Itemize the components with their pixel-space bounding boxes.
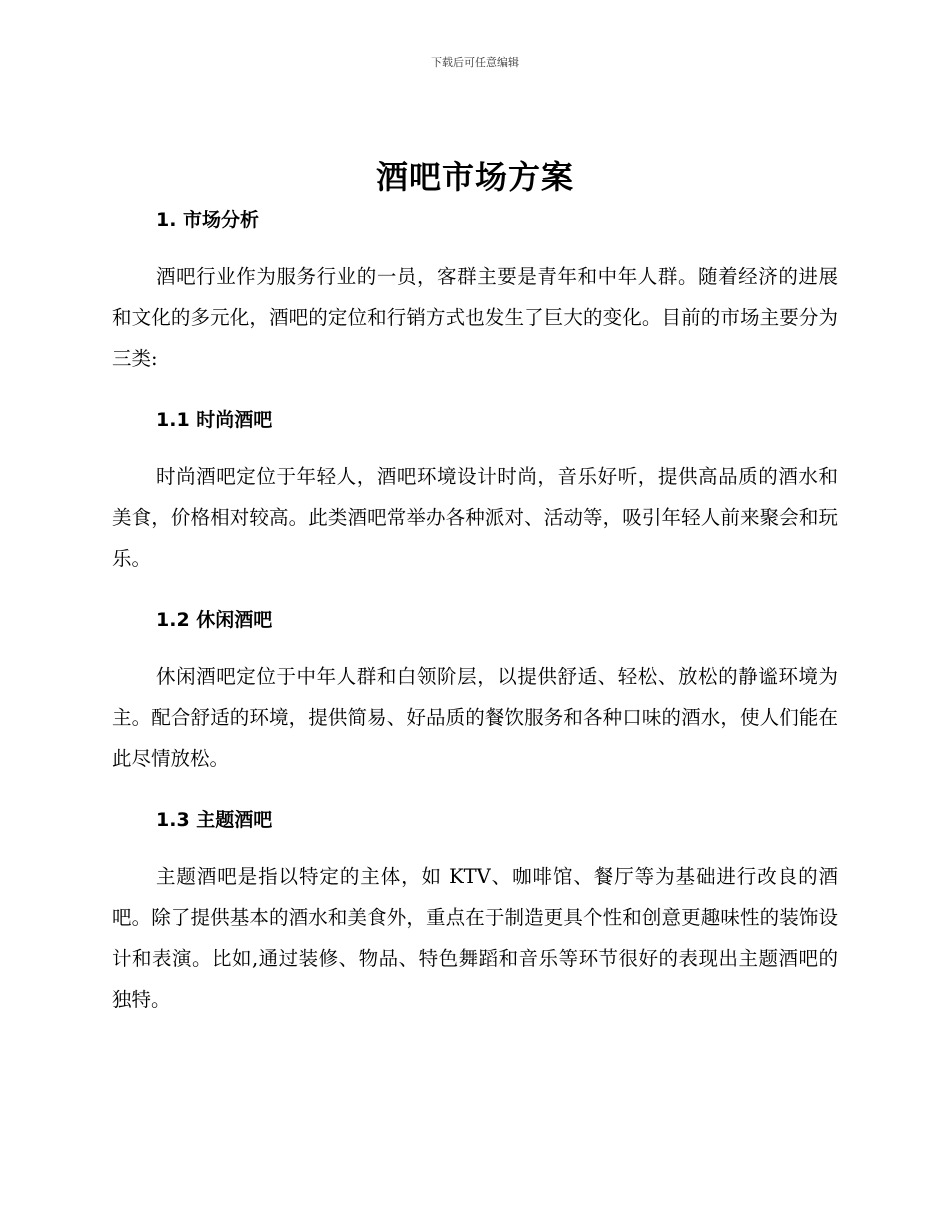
section-heading-leisure-bar: 1.2 休闲酒吧 — [156, 609, 273, 631]
document-title: 酒吧市场方案 — [375, 158, 574, 196]
section-heading-theme-bar: 1.3 主题酒吧 — [156, 809, 273, 831]
section-paragraph-theme-bar: 主题酒吧是指以特定的主体，如 KTV、咖啡馆、餐厅等为基础进行改良的酒吧。除了提供基本的酒水和美食外，重点在于制造更具个性和创意更趣味性的装饰设计和表演。比如,通过装修、物品、特色舞蹈和音乐等环节很好的表现出主题酒吧的独特。 — [112, 865, 838, 1011]
header-note: 下载后可任意编辑 — [431, 56, 519, 69]
section-paragraph-market-analysis: 酒吧行业作为服务行业的一员，客群主要是青年和中年人群。随着经济的进展和文化的多元化，酒吧的定位和行销方式也发生了巨大的变化。目前的市场主要分为三类: — [112, 265, 838, 370]
document-body — [112, 205, 838, 1020]
section-heading-market-analysis: 1. 市场分析 — [156, 209, 260, 231]
section-paragraph-leisure-bar: 休闲酒吧定位于中年人群和白领阶层，以提供舒适、轻松、放松的静谧环境为主。配合舒适的环境，提供简易、好品质的餐饮服务和各种口味的酒水，使人们能在此尽情放松。 — [112, 665, 838, 770]
section-heading-fashion-bar: 1.1 时尚酒吧 — [156, 409, 273, 431]
section-paragraph-fashion-bar: 时尚酒吧定位于年轻人，酒吧环境设计时尚，音乐好听，提供高品质的酒水和美食，价格相对较高。此类酒吧常举办各种派对、活动等，吸引年轻人前来聚会和玩乐。 — [112, 465, 838, 570]
